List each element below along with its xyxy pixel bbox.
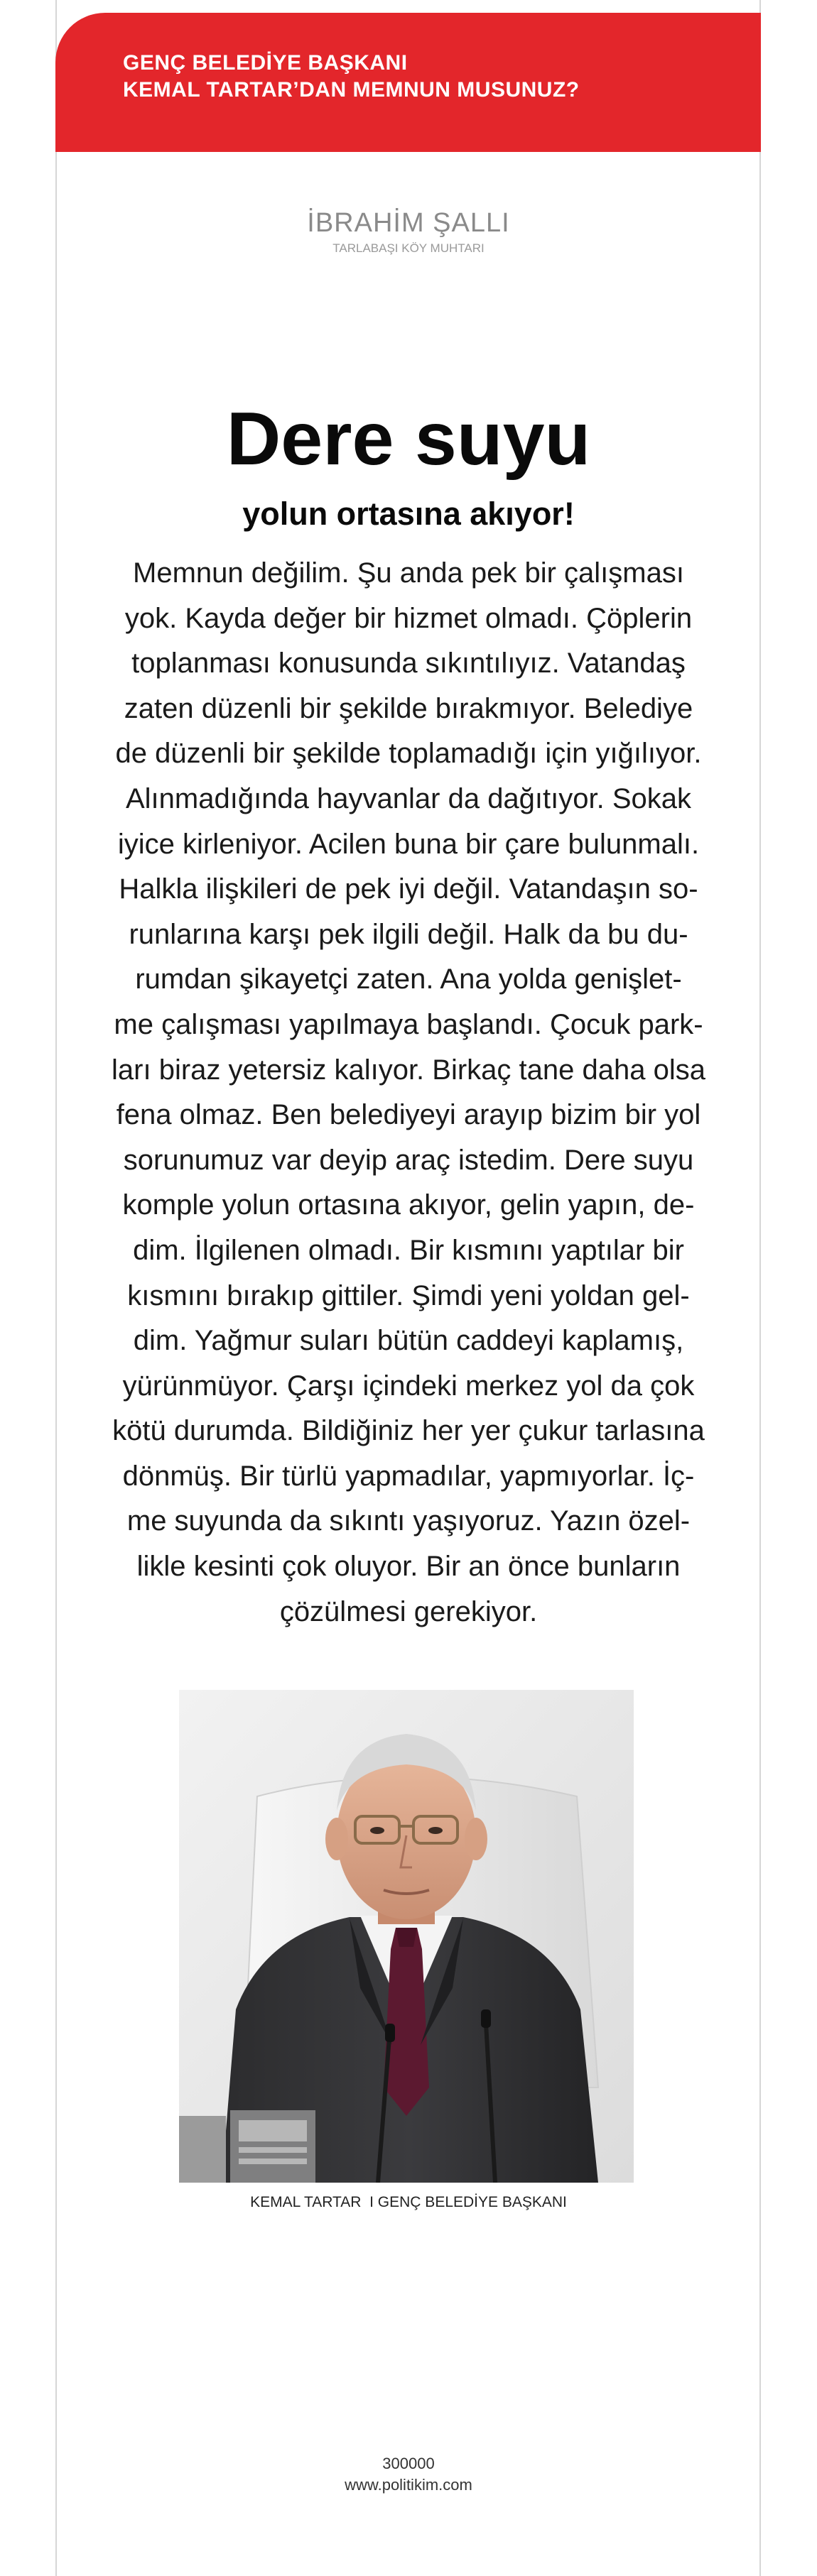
author-name: İBRAHİM ŞALLI (307, 208, 510, 238)
article-headline: Dere suyu (226, 397, 591, 481)
body-line: yok. Kayda değer bir hizmet olmadı. Çöplerin (124, 602, 693, 634)
body-line: me çalışması yapılmaya başlandı. Çocuk park- (114, 1008, 703, 1040)
body-line: ları biraz yetersiz kalıyor. Birkaç tane daha olsa (112, 1054, 705, 1086)
body-line: kötü durumda. Bildiğiniz her yer çukur tarlasına (112, 1415, 705, 1447)
header-banner (55, 13, 761, 152)
body-line: iyice kirleniyor. Acilen buna bir çare bulunmalı. (117, 828, 700, 860)
article-subheadline: yolun ortasına akıyor! (242, 496, 575, 532)
body-line: Memnun değilim. Şu anda pek bir çalışması (133, 557, 684, 589)
body-line: sorunumuz var deyip araç istedim. Dere suyu (123, 1144, 694, 1176)
body-line: dönmüş. Bir türlü yapmadılar, yapmıyorlar. İç- (122, 1460, 695, 1492)
body-line: likle kesinti çok oluyor. Bir an önce bunların (136, 1551, 681, 1583)
article-body (107, 551, 710, 1634)
photo-caption: KEMAL TARTAR I GENÇ BELEDİYE BAŞKANI (250, 2194, 567, 2210)
body-line: Halkla ilişkileri de pek iyi değil. Vatandaşın so- (119, 873, 698, 905)
body-line: runlarına karşı pek ilgili değil. Halk da bu du- (129, 918, 688, 950)
footer-number: 300000 (382, 2455, 435, 2472)
body-line: dim. Yağmur suları bütün caddeyi kaplamış, (133, 1325, 684, 1357)
body-line: dim. İlgilenen olmadı. Bir kısmını yaptılar bir (133, 1234, 684, 1266)
body-line: me suyunda da sıkıntı yaşıyoruz. Yazın özel- (126, 1505, 691, 1537)
body-line: çözülmesi gerekiyor. (279, 1595, 538, 1627)
body-line: fena olmaz. Ben belediyeyi arayıp bizim bir yol (116, 1099, 701, 1131)
body-line: kısmını bırakıp gittiler. Şimdi yeni yoldan gel- (127, 1279, 690, 1311)
body-line: yürünmüyor. Çarşı içindeki merkez yol da çok (122, 1370, 695, 1402)
author-block (0, 207, 817, 257)
header-line-2: KEMAL TARTAR’DAN MEMNUN MUSUNUZ? (123, 78, 580, 102)
page-footer (0, 2453, 817, 2496)
body-line: komple yolun ortasına akıyor, gelin yapın, de- (122, 1189, 695, 1221)
mayor-portrait-photo (179, 1690, 634, 2183)
body-line: Alınmadığında hayvanlar da dağıtıyor. Sokak (125, 782, 692, 814)
author-title: TARLABAŞI KÖY MUHTARI (332, 241, 485, 255)
header-line-1: GENÇ BELEDİYE BAŞKANI (123, 51, 408, 75)
body-line: rumdan şikayetçi zaten. Ana yolda genişlet- (135, 964, 682, 995)
footer-website[interactable]: www.politikim.com (345, 2476, 472, 2494)
body-line: toplanması konusunda sıkıntılıyız. Vatandaş (131, 648, 686, 680)
body-line: zaten düzenli bir şekilde bırakmıyor. Belediye (124, 692, 693, 724)
body-line: de düzenli bir şekilde toplamadığı için yığılıyor. (115, 738, 702, 770)
